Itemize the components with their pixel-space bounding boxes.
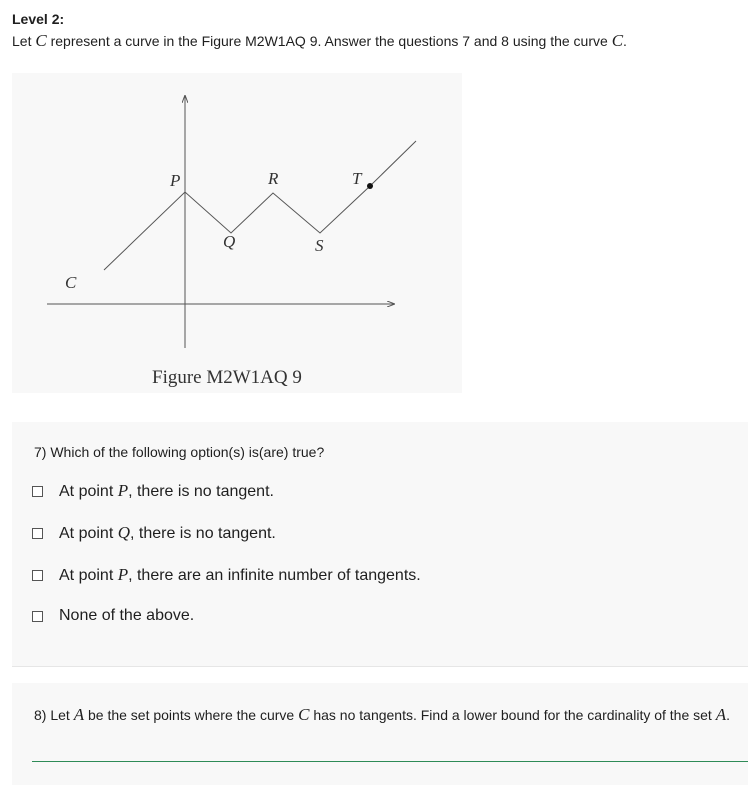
label-p: P (170, 171, 181, 190)
checkbox[interactable] (32, 570, 43, 581)
curve-symbol: C (35, 31, 47, 50)
answer-input[interactable] (32, 759, 748, 762)
intro-middle: represent a curve in the Figure M2W1AQ 9. Answer the questions 7 and 8 using the curve (46, 33, 612, 49)
option-label: None of the above. (59, 607, 195, 624)
label-c: C (65, 273, 77, 292)
option-2[interactable] (32, 523, 276, 543)
label-r: R (268, 169, 279, 188)
option-4[interactable] (32, 607, 194, 625)
checkbox[interactable] (32, 528, 43, 539)
label-s: S (315, 236, 324, 255)
intro-before: Let (12, 33, 36, 49)
checkbox[interactable] (32, 611, 43, 622)
figure-caption: Figure M2W1AQ 9 (152, 367, 302, 388)
question-7-card (12, 422, 748, 667)
question-8-text: 8) Let A be the set points where the curve C has no tangents. Find a lower bound for the cardinality of the set A. (34, 705, 730, 724)
option-1[interactable] (32, 481, 274, 501)
label-q: Q (223, 232, 236, 251)
intro-end: . (623, 33, 627, 49)
question-8-card (12, 683, 748, 785)
curve-c (104, 141, 416, 270)
figure-panel (12, 73, 462, 393)
option-label: At point P, there are an infinite number of tangents. (59, 565, 421, 584)
option-label: At point P, there is no tangent. (59, 481, 274, 500)
point-t-dot (367, 183, 373, 189)
figure-image (12, 73, 462, 393)
option-label: At point Q, there is no tangent. (59, 523, 276, 542)
curve-symbol: C (611, 31, 624, 50)
question-7-text: 7) Which of the following option(s) is(are) true? (34, 444, 325, 460)
checkbox[interactable] (32, 486, 43, 497)
option-3[interactable] (32, 565, 421, 585)
label-t: T (352, 169, 362, 188)
intro-text (12, 31, 627, 51)
level-heading: Level 2: (12, 11, 65, 27)
